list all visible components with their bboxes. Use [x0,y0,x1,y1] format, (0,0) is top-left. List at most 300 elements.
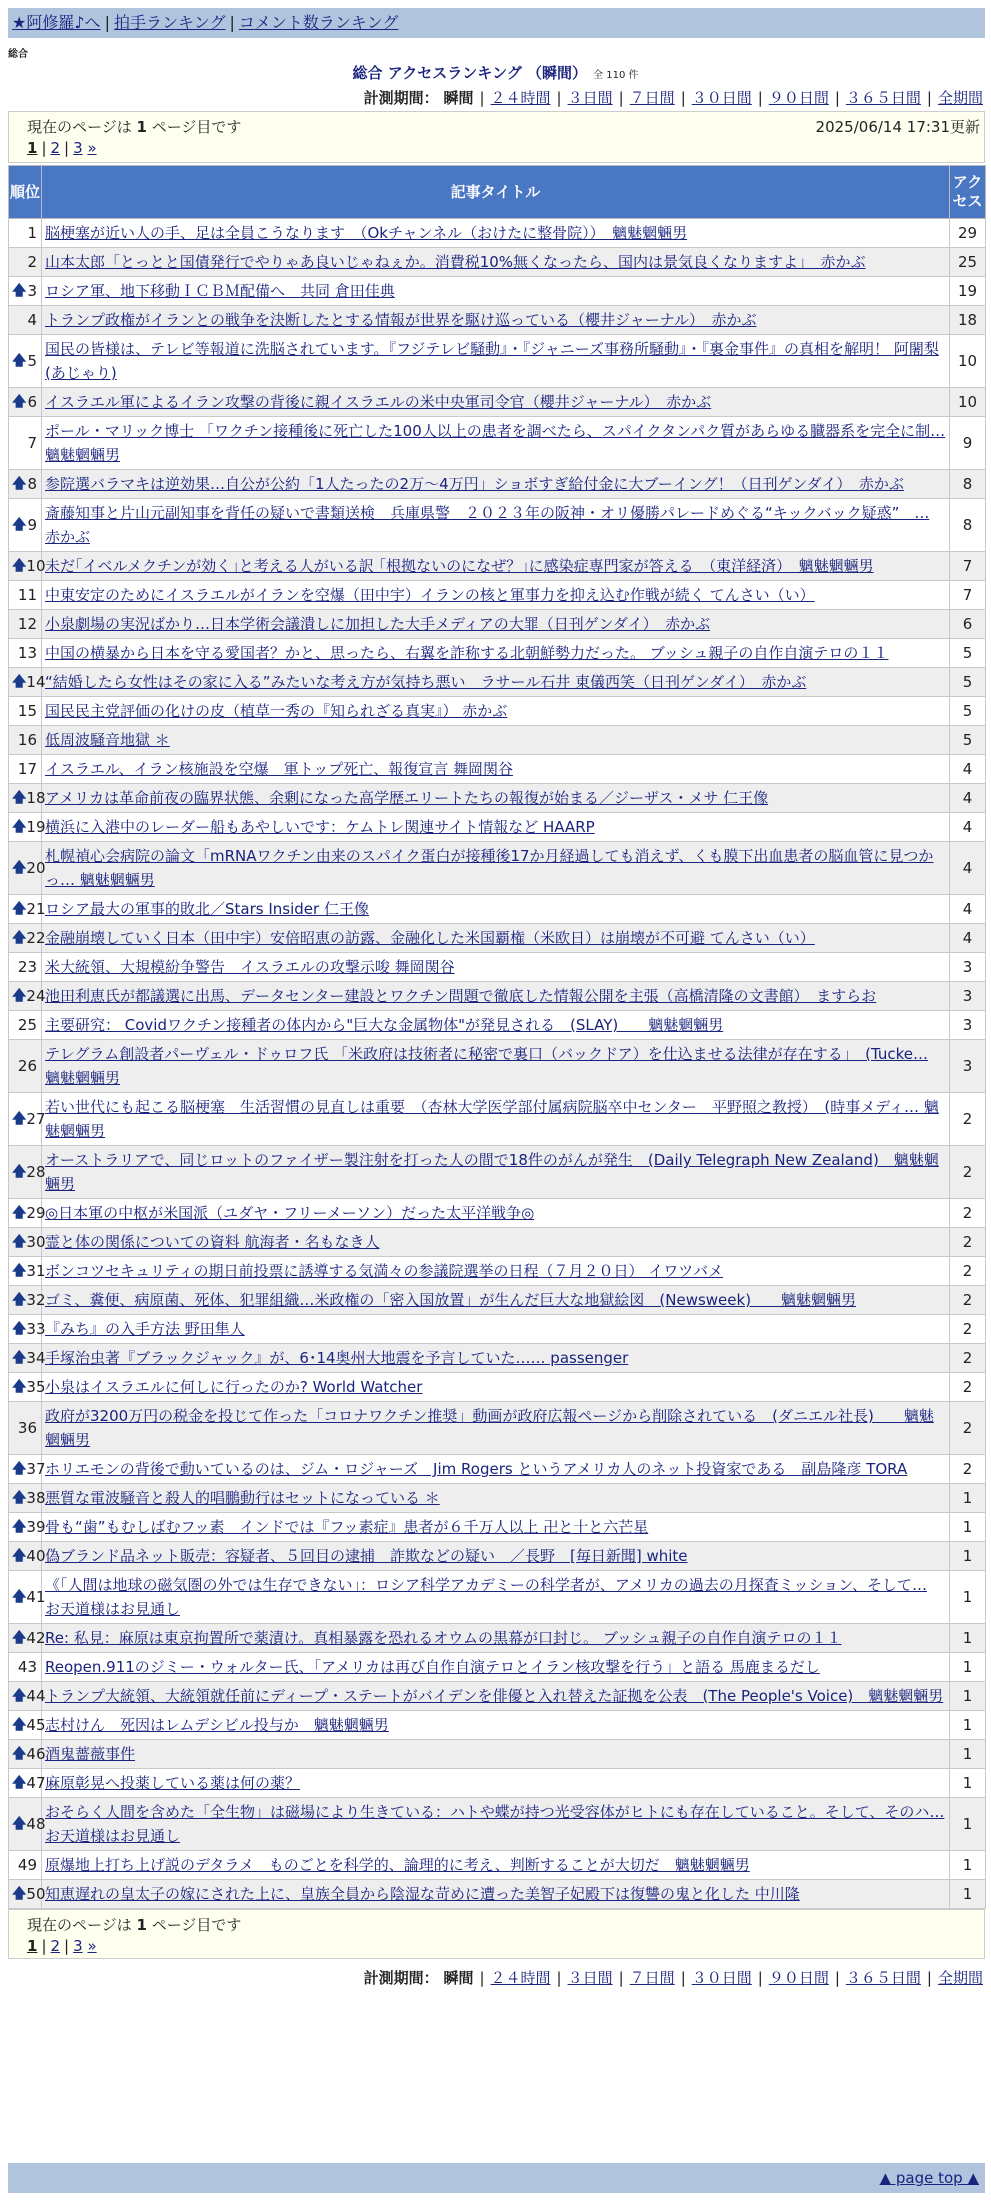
rank-number: 39 [26,1518,46,1536]
table-row [9,784,986,813]
article-link[interactable]: ロシア最大の軍事的敗北／Stars Insider 仁王像 [45,900,369,918]
title-cell [42,639,950,668]
rank-number: 26 [17,1057,37,1075]
rank-cell [9,1880,46,1909]
article-link[interactable]: 霊と体の関係についての資料 航海者・名もなき人 [45,1233,380,1251]
title-cell [42,499,950,552]
access-count: 2 [950,1146,986,1199]
title-cell [42,1146,950,1199]
access-count: 2 [950,1286,986,1315]
title-cell [42,552,950,581]
article-link[interactable]: “結婚したら女性はその家に入る”みたいな考え方が気持ち悪い ラサール石井 東儀西笑（日刊ゲンダイ） 赤かぶ [45,673,807,691]
title-cell [42,1093,950,1146]
article-link[interactable]: 斎藤知事と片山元副知事を背任の疑いで書類送検 兵庫県警 ２０２３年の阪神・オリ優勝パレードめぐる“キックバック疑惑” … 赤かぶ [45,504,930,546]
article-link[interactable]: イスラエル軍によるイラン攻撃の背後に親イスラエルの米中央軍司令官（櫻井ジャーナル） 赤かぶ [45,393,712,411]
rank-number: 40 [26,1547,46,1565]
access-count: 3 [950,982,986,1011]
rank-up-icon: 🡅 [12,1886,27,1902]
title-cell [42,1740,950,1769]
title-cell [42,1513,950,1542]
pager-link[interactable]: 2 [50,1937,61,1955]
separator: | [479,89,485,107]
separator: | [926,1969,932,1987]
rank-number: 11 [17,586,37,604]
separator: | [618,1969,624,1987]
rank-cell [9,470,42,499]
title-cell [42,1851,950,1880]
access-count: 1 [950,1740,986,1769]
rank-cell [9,1798,46,1851]
rank-cell [9,219,42,248]
article-link[interactable]: 原爆地上打ち上げ説のデタラメ ものごとを科学的、論理的に考え、判断することが大切だ 魑魅魍魎男 [45,1856,750,1874]
period-selector-bottom [364,1967,983,1988]
rank-number: 7 [27,434,37,452]
article-link[interactable]: トランプ政権がイランとの戦争を決断したとする情報が世界を駆け巡っている（櫻井ジャーナル） 赤かぶ [45,311,757,329]
article-link[interactable]: ゴミ、糞便、病原菌、死体、犯罪組織…米政権の「密入国放置」が生んだ巨大な地獄絵図 (Newsweek) 魑魅魍魎男 [45,1291,857,1309]
access-count: 2 [950,1402,986,1455]
article-link[interactable]: 低周波騒音地獄 ＊ [45,731,170,749]
rank-number: 3 [27,282,37,300]
rank-up-icon: 🡅 [12,517,27,533]
access-count: 1 [950,1484,986,1513]
title-cell [42,982,950,1011]
access-count: 1 [950,1653,986,1682]
access-count: 1 [950,1682,986,1711]
title-cell [42,1711,950,1740]
separator: | [41,1937,47,1955]
page-info-top [8,111,985,163]
separator: | [757,1969,763,1987]
article-link[interactable]: 横浜に入港中のレーダー船もあやしいです：ケムトレ関連サイト情報など HAARP [45,818,595,836]
period-link[interactable]: ９０日間 [768,89,829,107]
page-number: 1 [136,1916,147,1934]
rank-number: 36 [17,1419,37,1437]
page-suffix: ページ目です [151,118,242,136]
access-count: 4 [950,842,986,895]
article-link[interactable]: トランプ大統領、大統領就任前にディープ・ステートがバイデンを俳優と入れ替えた証拠を公表 (The People's Voice) 魑魅魍魎男 [45,1687,944,1705]
table-row [9,1040,986,1093]
access-count: 4 [950,755,986,784]
rank-up-icon: 🡅 [12,860,27,876]
article-link[interactable]: 池田利恵氏が都議選に出馬、データセンター建設とワクチン問題で徹底した情報公開を主張（高橋清隆の文書館） ますらお [45,987,877,1005]
article-link[interactable]: 主要研究： Covidワクチン接種者の体内から"巨大な金属物体"が発見される (SLAY) 魑魅魍魎男 [45,1016,724,1034]
page-number: 1 [136,118,147,136]
access-count: 2 [950,1315,986,1344]
rank-cell [9,1040,42,1093]
table-row [9,924,986,953]
title-cell [42,1373,950,1402]
title-cell [42,219,950,248]
article-link[interactable]: Re: 私見：麻原は東京拘置所で薬漬け。真相暴露を恐れるオウムの黒幕が口封じ。 ブッシュ親子の自作自演テロの１１ [45,1629,842,1647]
article-link[interactable]: 国民の皆様は、テレビ等報道に洗脳されています。『フジテレビ騒動』・『ジャニーズ事務所騒動』・『裏金事件』の真相を解明！ 阿闍梨(あじゃり) [45,340,939,382]
table-row [9,953,986,982]
article-link[interactable]: 志村けん 死因はレムデシビル投与か 魑魅魍魎男 [45,1716,389,1734]
rank-cell [9,1653,42,1682]
table-row [9,417,986,470]
access-count: 1 [950,1880,986,1909]
page-top-link[interactable]: ▲ page top ▲ [879,2169,979,2187]
period-link[interactable]: ３日間 [567,1969,613,1987]
rank-number: 16 [17,731,37,749]
rank-number: 25 [17,1016,37,1034]
rank-up-icon: 🡅 [12,1111,27,1127]
table-row [9,755,986,784]
article-link[interactable]: 酒鬼薔薇事件 [45,1745,136,1763]
article-link[interactable]: 未だ｢イベルメクチンが効く｣と考える人がいる訳 ｢根拠ないのになぜ？｣に感染症専門家が答える （東洋経済） 魑魅魍魎男 [45,557,874,575]
rank-up-icon: 🡅 [12,1688,27,1704]
article-link[interactable]: 骨も“歯”もむしばむフッ素 インドでは『フッ素症』患者が６千万人以上 卍と十と六芒星 [45,1518,649,1536]
access-count: 2 [950,1373,986,1402]
title-cell [42,610,950,639]
access-count: 1 [950,1711,986,1740]
access-count: 29 [950,219,986,248]
article-link[interactable]: 中国の横暴から日本を守る愛国者？かと、思ったら、右翼を詐称する北朝鮮勢力だった。 ブッシュ親子の自作自演テロの１１ [45,644,889,662]
access-count: 5 [950,726,986,755]
rank-number: 38 [26,1489,46,1507]
title-cell [42,417,950,470]
rank-cell [9,1571,46,1624]
rank-number: 50 [26,1885,46,1903]
article-link[interactable]: ポール・マリック博士 「ワクチン接種後に死亡した100人以上の患者を調べたら、スパイクタンパク質があらゆる臓器系を完全に制… 魑魅魍魎男 [45,422,946,464]
rank-number: 20 [26,859,46,877]
table-row [9,1740,986,1769]
rank-cell [9,668,46,697]
rank-number: 45 [26,1716,46,1734]
rank-up-icon: 🡅 [12,1548,27,1564]
rank-cell [9,306,42,335]
rank-up-icon: 🡅 [12,1164,27,1180]
ranking-table [8,165,986,1909]
period-link[interactable]: ３０日間 [691,1969,752,1987]
rank-number: 41 [26,1588,46,1606]
article-link[interactable]: ホリエモンの背後で動いているのは、ジム・ロジャーズ Jim Rogers というアメリカ人のネット投資家である 副島隆彦 TORA [45,1460,908,1478]
access-count: 3 [950,953,986,982]
page-prefix: 現在のページは [27,1916,132,1934]
table-row [9,1624,986,1653]
table-row [9,552,986,581]
period-link[interactable]: ３６５日間 [845,1969,921,1987]
pager-next[interactable]: » [87,139,97,157]
period-link[interactable]: ９０日間 [768,1969,829,1987]
period-link[interactable]: ３０日間 [691,89,752,107]
access-count: 5 [950,668,986,697]
item-count: 全 110 件 [593,70,639,81]
pager-link[interactable]: 3 [73,139,83,157]
title-cell [42,1682,950,1711]
page-title [0,62,991,83]
comment-ranking-link[interactable]: コメント数ランキング [238,13,399,32]
rank-cell [9,499,42,552]
title-cell [42,755,950,784]
table-row [9,610,986,639]
separator: | [680,1969,686,1987]
rank-cell [9,1315,46,1344]
article-link[interactable]: Reopen.911のジミー・ウォルター氏、「アメリカは再び自作自演テロとイラン核攻撃を行う」と語る 馬鹿まるだし [45,1658,820,1676]
article-link[interactable]: 政府が3200万円の税金を投じて作った「コロナワクチン推奨」動画が政府広報ページから削除されている (ダニエル社長) 魑魅魍魎男 [45,1407,934,1449]
article-link[interactable]: 札幌禎心会病院の論文「mRNAワクチン由来のスパイク蛋白が接種後17か月経過しても消えず、くも膜下出血患者の脳血管に見つかっ… 魑魅魍魎男 [45,847,934,889]
article-link[interactable]: テレグラム創設者パーヴェル・ドゥロフ氏 「米政府は技術者に秘密で裏口（バックドア）を仕込ませる法律が存在する」 (Tucke… 魑魅魍魎男 [45,1045,928,1087]
title-cell [42,1315,950,1344]
rank-number: 47 [26,1774,46,1792]
period-link[interactable]: ２４時間 [490,89,551,107]
title-cell [42,306,950,335]
access-count: 1 [950,1571,986,1624]
separator: | [757,89,763,107]
title-cell [42,1257,950,1286]
rank-number: 42 [26,1629,46,1647]
title-cell [42,924,950,953]
title-cell [42,1880,950,1909]
rank-up-icon: 🡅 [12,674,27,690]
article-link[interactable]: ◎日本軍の中枢が米国派（ユダヤ・フリーメーソン）だった太平洋戦争◎ [45,1204,535,1222]
rank-up-icon: 🡅 [12,1350,27,1366]
rank-cell [9,1146,46,1199]
rank-cell [9,1228,46,1257]
access-count: 4 [950,895,986,924]
access-count: 1 [950,1513,986,1542]
article-link[interactable]: 麻原彰晃へ投薬している薬は何の薬？ [45,1774,301,1792]
rank-cell [9,277,42,306]
table-row [9,813,986,842]
article-link[interactable]: 米大統領、大規模紛争警告 イスラエルの攻撃示唆 舞岡関谷 [45,958,455,976]
table-row [9,1571,986,1624]
breadcrumb: 総合 [8,49,28,60]
rank-cell [9,417,42,470]
access-count: 19 [950,277,986,306]
access-count: 3 [950,1011,986,1040]
table-row [9,1093,986,1146]
separator: | [556,89,562,107]
table-row [9,1769,986,1798]
title-cell [42,697,950,726]
period-current: 瞬間 [443,1969,474,1987]
access-count: 1 [950,1798,986,1851]
title-cell [42,1571,950,1624]
rank-cell [9,1769,46,1798]
rank-number: 6 [27,393,37,411]
access-count: 8 [950,499,986,552]
access-count: 2 [950,1199,986,1228]
rank-cell [9,1711,46,1740]
period-link[interactable]: 全期間 [937,1969,983,1987]
separator: | [618,89,624,107]
period-current: 瞬間 [443,89,474,107]
rank-up-icon: 🡅 [12,1717,27,1733]
clap-ranking-link[interactable]: 拍手ランキング [113,13,226,32]
article-link[interactable]: 『みち』の入手方法 野田隼人 [45,1320,245,1338]
rank-up-icon: 🡅 [12,1519,27,1535]
rank-cell [9,1542,46,1571]
period-link[interactable]: ３６５日間 [845,89,921,107]
table-row [9,1682,986,1711]
table-row [9,1798,986,1851]
article-link[interactable]: 知恵遅れの皇太子の嫁にされた上に、皇族全員から陰湿な苛めに遭った美智子妃殿下は復讐の鬼と化した 中川隆 [45,1885,800,1903]
title-cell [42,1040,950,1093]
rank-number: 18 [26,789,46,807]
article-link[interactable]: 脳梗塞が近い人の手、足は全員こうなります （Okチャンネル（おけたに整骨院）） 魑魅魍魎男 [45,224,688,242]
article-link[interactable]: ロシア軍、地下移動ＩＣＢＭ配備へ 共同 倉田佳典 [45,282,395,300]
separator: | [64,139,70,157]
table-row [9,982,986,1011]
separator: | [64,1937,70,1955]
table-row [9,639,986,668]
pager-link[interactable]: 3 [73,1937,83,1955]
title-cell [42,895,950,924]
rank-up-icon: 🡅 [12,1321,27,1337]
pager-current: 1 [27,139,38,157]
title-cell [42,470,950,499]
table-row [9,1315,986,1344]
table-row [9,1011,986,1040]
access-count: 1 [950,1624,986,1653]
rank-number: 21 [26,900,46,918]
access-count: 5 [950,697,986,726]
period-link[interactable]: ７日間 [629,89,675,107]
rank-up-icon: 🡅 [12,558,27,574]
table-row [9,697,986,726]
period-link[interactable]: 全期間 [937,89,983,107]
rank-up-icon: 🡅 [12,1379,27,1395]
title-cell [42,1344,950,1373]
pagination-top [27,139,97,157]
rank-up-icon: 🡅 [12,283,27,299]
top-nav-bar: ★阿修羅♪へ | 拍手ランキング | コメント数ランキング [8,8,985,38]
rank-cell [9,697,42,726]
table-row [9,1199,986,1228]
rank-number: 27 [26,1110,46,1128]
title-cell [42,335,950,388]
rank-number: 23 [17,958,37,976]
title-cell [42,726,950,755]
period-link[interactable]: ３日間 [567,89,613,107]
rank-number: 46 [26,1745,46,1763]
table-row [9,1653,986,1682]
rank-cell [9,1402,42,1455]
rank-up-icon: 🡅 [12,1630,27,1646]
access-count: 2 [950,1093,986,1146]
table-row [9,1344,986,1373]
table-row [9,277,986,306]
page-prefix: 現在のページは [27,118,132,136]
title-cell [42,842,950,895]
article-link[interactable]: 中東安定のためにイスラエルがイランを空爆（田中宇）イランの核と軍事力を抑え込む作戦が続く てんさい（い） [45,586,815,604]
title-cell [42,1798,950,1851]
separator: | [479,1969,485,1987]
rank-up-icon: 🡅 [12,394,27,410]
access-count: 8 [950,470,986,499]
article-link[interactable]: 山本太郎「とっとと国債発行でやりゃあ良いじゃねぇか。消費税10%無くなったら、国内は景気良くなりますよ」 赤かぶ [45,253,866,271]
title-cell [42,1011,950,1040]
updated-timestamp: 2025/06/14 17:31更新 [815,118,980,136]
table-row [9,499,986,552]
article-link[interactable]: 手塚治虫著『ブラックジャック』が、6･14奥州大地震を予言していた…… passenger [45,1349,629,1367]
period-link[interactable]: ２４時間 [490,1969,551,1987]
rank-number: 10 [26,557,46,575]
title-cell [42,1542,950,1571]
rank-number: 30 [26,1233,46,1251]
table-row [9,1373,986,1402]
article-link[interactable]: 参院選バラマキは逆効果…自公が公約「1人たったの2万〜4万円」ショボすぎ給付金に大ブーイング！（日刊ゲンダイ） 赤かぶ [45,475,904,493]
table-row [9,1711,986,1740]
header-access: アクセス [950,166,986,219]
rank-number: 37 [26,1460,46,1478]
table-row [9,388,986,417]
article-link[interactable]: おそらく人間を含めた「全生物」は磁場により生きている：ハトや蝶が持つ光受容体がヒトにも存在していること。そして、そのハ… お天道様はお見通し [45,1803,945,1845]
period-label: 計測期間： [363,1969,439,1987]
article-link[interactable]: オーストラリアで、同じロットのファイザー製注射を打った人の間で18件のがんが発生 (Daily Telegraph New Zealand) 魑魅魍魎男 [45,1151,939,1193]
table-row [9,726,986,755]
rank-number: 29 [26,1204,46,1222]
table-row [9,219,986,248]
table-row [9,1286,986,1315]
article-link[interactable]: 若い世代にも起こる脳梗塞 生活習慣の見直しは重要 （杏林大学医学部付属病院脳卒中センター 平野照之教授） (時事メディ… 魑魅魍魎男 [45,1098,939,1140]
rank-up-icon: 🡅 [12,930,27,946]
rank-number: 4 [27,311,37,329]
access-count: 25 [950,248,986,277]
rank-up-icon: 🡅 [12,1490,27,1506]
separator: | [556,1969,562,1987]
rank-up-icon: 🡅 [12,1234,27,1250]
article-link[interactable]: ボンコツセキュリティの期日前投票に誘導する気満々の参議院選挙の日程（７月２０日） イワツバメ [45,1262,723,1280]
table-row [9,335,986,388]
article-link[interactable]: 悪質な電波騒音と殺人的唱鵬動行はセットになっている ＊ [45,1489,440,1507]
table-row [9,668,986,697]
article-link[interactable]: イスラエル、イラン核施設を空爆 軍トップ死亡、報復宣言 舞岡関谷 [45,760,513,778]
header-rank: 順位 [9,166,42,219]
table-row [9,1228,986,1257]
pager-link[interactable]: 2 [50,139,61,157]
title-cell [42,1624,950,1653]
table-row [9,248,986,277]
table-row [9,1542,986,1571]
table-row [9,1880,986,1909]
article-link[interactable]: 国民民主党評価の化けの皮（植草一秀の『知られざる真実』） 赤かぶ [45,702,508,720]
rank-number: 32 [26,1291,46,1309]
period-label: 計測期間： [363,89,439,107]
rank-cell [9,610,42,639]
rank-cell [9,639,42,668]
table-row [9,1146,986,1199]
title-cell [42,248,950,277]
article-link[interactable]: 小泉劇場の実況ばかり…日本学術会議潰しに加担した大手メディアの大罪（日刊ゲンダイ） 赤かぶ [45,615,711,633]
title-cell [42,784,950,813]
pager-current: 1 [27,1937,38,1955]
access-count: 4 [950,924,986,953]
article-link[interactable]: 小泉はイスラエルに何しに行ったのか? World Watcher [45,1378,423,1396]
separator: | [834,1969,840,1987]
rank-up-icon: 🡅 [12,988,27,1004]
rank-cell [9,1199,46,1228]
period-link[interactable]: ７日間 [629,1969,675,1987]
rank-cell [9,1093,46,1146]
pagination-bottom [27,1937,97,1955]
rank-cell [9,784,46,813]
rank-cell [9,1851,42,1880]
rank-up-icon: 🡅 [12,1292,27,1308]
table-header-row [9,166,986,219]
rank-cell [9,924,46,953]
home-link[interactable]: ★阿修羅♪へ [12,13,101,32]
article-link[interactable]: 偽ブランド品ネット販売：容疑者、５回目の逮捕 詐欺などの疑い ／長野 [毎日新聞] white [45,1547,688,1565]
access-count: 2 [950,1344,986,1373]
article-link[interactable]: アメリカは革命前夜の臨界状態、余剰になった高学歴エリートたちの報復が始まる／ジーザス・メサ 仁王像 [45,789,769,807]
article-link[interactable]: 《「人間は地球の磁気圏の外では生存できない」：ロシア科学アカデミーの科学者が、アメリカの過去の月探査ミッション、そして… お天道様はお見通し [45,1576,928,1618]
table-row [9,306,986,335]
article-link[interactable]: 金融崩壊していく日本（田中宇）安倍昭恵の訪露、金融化した米国覇権（米欧日）は崩壊が不可避 てんさい（い） [45,929,815,947]
rank-up-icon: 🡅 [12,901,27,917]
pager-next[interactable]: » [87,1937,97,1955]
rank-cell [9,755,42,784]
